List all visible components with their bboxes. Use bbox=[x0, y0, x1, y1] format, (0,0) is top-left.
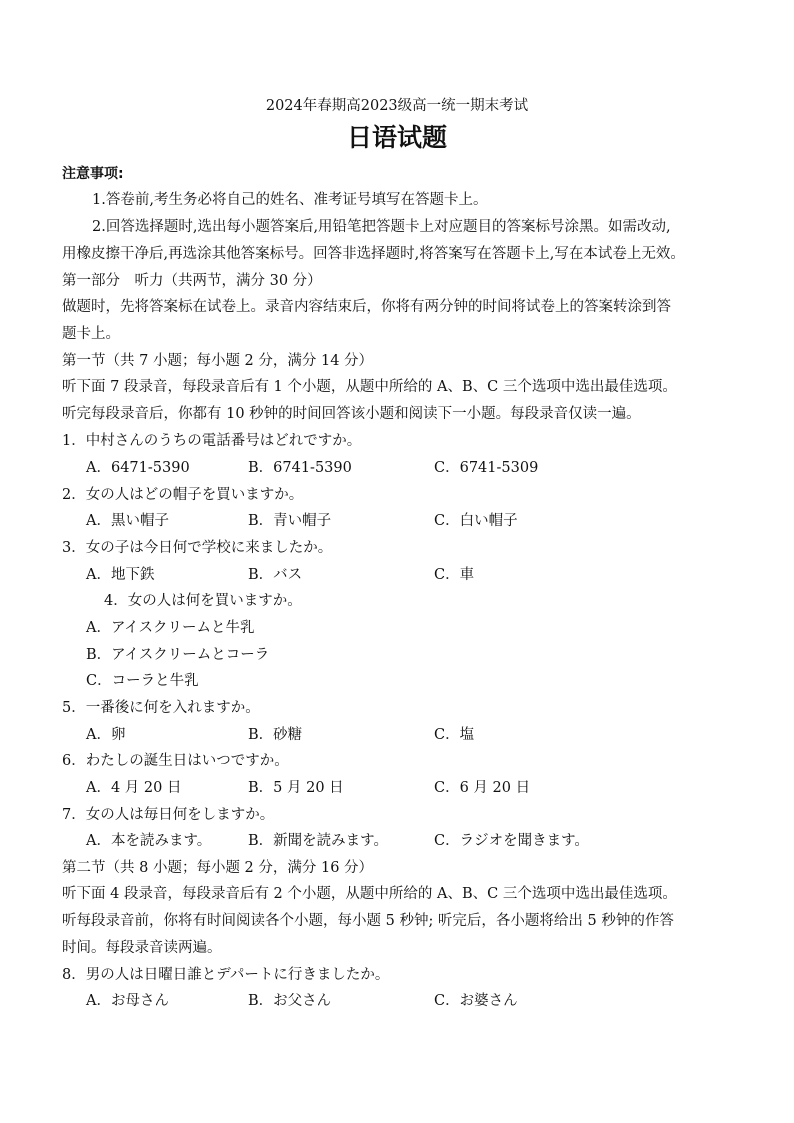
question-8-stem: 8．男の人は日曜日誰とデパートに行きましたか。 bbox=[62, 967, 390, 983]
question-4-stem: 4．女の人は何を買いますか。 bbox=[104, 593, 302, 609]
question-3-option-a: A．地下鉄 bbox=[86, 567, 155, 583]
section1-instruction-line-2: 听完每段录音后，你都有 10 秒钟的时间回答该小题和阅读下一小题。每段录音仅读一遍。 bbox=[62, 406, 641, 422]
notice-item-2-line-1: 2.回答选择题时,选出每小题答案后,用铅笔把答题卡上对应题目的答案标号涂黑。如需改动, bbox=[92, 219, 671, 235]
section1-title: 第一节（共 7 小题；每小题 2 分，满分 14 分） bbox=[62, 353, 374, 369]
section2-title: 第二节（共 8 小题；每小题 2 分，满分 16 分） bbox=[62, 860, 374, 876]
question-7-stem: 7．女の人は毎日何をしますか。 bbox=[62, 807, 275, 823]
part1-title: 第一部分 听力（共两节，满分 30 分） bbox=[62, 273, 322, 289]
question-7-option-a: A．本を読みます。 bbox=[86, 833, 212, 849]
question-1-option-c: C．6741-5309 bbox=[434, 460, 539, 476]
question-4-option-c: C．コーラと牛乳 bbox=[86, 673, 199, 689]
subject-title: 日语试题 bbox=[346, 123, 447, 152]
question-2-option-c: C．白い帽子 bbox=[434, 513, 518, 529]
question-3-stem: 3．女の子は今日何で学校に来ましたか。 bbox=[62, 540, 333, 556]
question-2-option-a: A．黒い帽子 bbox=[86, 513, 169, 529]
question-1-stem: 1．中村さんのうちの電話番号はどれですか。 bbox=[62, 433, 362, 449]
question-2-option-b: B．青い帽子 bbox=[248, 513, 332, 529]
question-3-option-c: C．車 bbox=[434, 567, 475, 583]
question-8-option-c: C．お婆さん bbox=[434, 993, 518, 1009]
exam-title: 2024年春期高2023级高一统一期末考试 bbox=[265, 98, 529, 114]
part1-intro-line-2: 题卡上。 bbox=[62, 326, 120, 342]
question-7-option-b: B．新聞を読みます。 bbox=[248, 833, 388, 849]
question-8-option-b: B．お父さん bbox=[248, 993, 332, 1009]
question-7-option-c: C．ラジオを聞きます。 bbox=[434, 833, 589, 849]
notice-item-1: 1.答卷前,考生务必将自己的姓名、准考证号填写在答题卡上。 bbox=[92, 192, 488, 208]
notice-item-2-line-2: 用橡皮擦干净后,再选涂其他答案标号。回答非选择题时,将答案写在答题卡上,写在本试卷上无效。 bbox=[62, 246, 685, 262]
question-6-option-b: B．5 月 20 日 bbox=[248, 780, 344, 796]
question-4-option-a: A．アイスクリームと牛乳 bbox=[86, 620, 255, 636]
section1-instruction-line-1: 听下面 7 段录音，每段录音后有 1 个小题，从题中所给的 A、B、C 三个选项中选出最佳选项。 bbox=[62, 379, 677, 395]
part1-intro-line-1: 做题时，先将答案标在试卷上。录音内容结束后，你将有两分钟的时间将试卷上的答案转涂到答 bbox=[62, 299, 671, 315]
question-6-stem: 6．わたしの誕生日はいつですか。 bbox=[62, 753, 289, 769]
question-1-option-b: B．6741-5390 bbox=[248, 460, 352, 476]
question-4-option-b: B．アイスクリームとコーラ bbox=[86, 647, 270, 663]
question-1-option-a: A．6471-5390 bbox=[86, 460, 190, 476]
notice-heading: 注意事项: bbox=[62, 166, 124, 182]
question-8-option-a: A．お母さん bbox=[86, 993, 169, 1009]
question-5-option-c: C．塩 bbox=[434, 727, 475, 743]
question-5-option-b: B．砂糖 bbox=[248, 727, 303, 743]
question-6-option-c: C．6 月 20 日 bbox=[434, 780, 531, 796]
section2-instruction-line-1: 听下面 4 段录音，每段录音后有 2 个小题，从题中所给的 A、B、C 三个选项中选出最佳选项。 bbox=[62, 886, 677, 902]
question-6-option-a: A．4 月 20 日 bbox=[86, 780, 182, 796]
section2-instruction-line-3: 时间。每段录音读两遍。 bbox=[62, 940, 222, 956]
section2-instruction-line-2: 听每段录音前，你将有时间阅读各个小题，每小题 5 秒钟; 听完后，各小题将给出 5 秒钟的作答 bbox=[62, 913, 674, 929]
question-2-stem: 2．女の人はどの帽子を買いますか。 bbox=[62, 487, 304, 503]
question-5-option-a: A．卵 bbox=[86, 727, 126, 743]
question-3-option-b: B．バス bbox=[248, 567, 303, 583]
question-5-stem: 5．一番後に何を入れますか。 bbox=[62, 700, 260, 716]
